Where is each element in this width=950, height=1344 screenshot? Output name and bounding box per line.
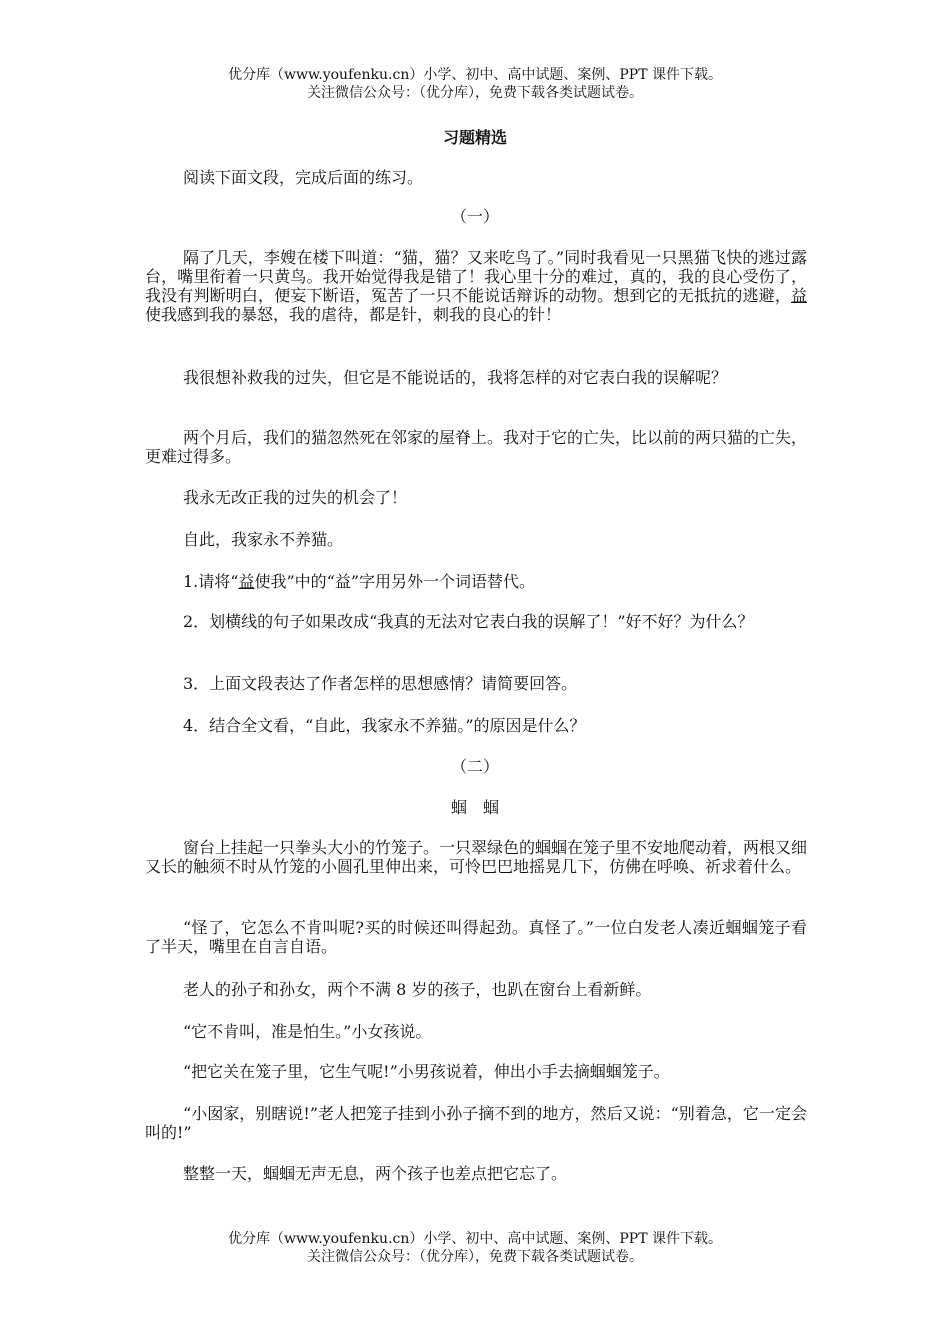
section-2-paragraph-7: 整整一天，蝈蝈无声无息，两个孩子也差点把它忘了。 <box>183 1164 568 1183</box>
section-1-paragraph-3: 两个月后，我们的猫忽然死在邻家的屋脊上。我对于它的亡失，比以前的两只猫的亡失，更难过得多。 <box>145 428 808 466</box>
paragraph-text: 隔了几天，李嫂在楼下叫道：“猫，猫？又来吃鸟了。”同时我看见一只黑猫飞快的逃过露台，嘴里衔着一只黄鸟。我开始觉得我是错了！我心里十分的难过，真的，我的良心受伤了，我没有判断明白，便妄下断语，冤苦了一只不能说话辩诉的动物。想到它的无抵抗的逃避， <box>145 248 807 305</box>
page-header <box>0 66 950 102</box>
question-2: 2．划横线的句子如果改成“我真的无法对它表白我的误解了！”好不好？为什么？ <box>183 612 754 631</box>
section-1-paragraph-5: 自此，我家永不养猫。 <box>183 530 344 549</box>
section-2-paragraph-1: 窗台上挂起一只拳头大小的竹笼子。一只翠绿色的蝈蝈在笼子里不安地爬动着，两根又细又长的触须不时从竹笼的小圆孔里伸出来，可怜巴巴地摇晃几下，仿佛在呼唤、祈求着什么。 <box>145 838 808 876</box>
section-2-label: （二） <box>450 757 499 776</box>
footer-line-1: 优分库（www.youfenku.cn）小学、初中、高中试题、案例、PPT 课件下载。 <box>227 1231 722 1247</box>
footer-line-2: 关注微信公众号：（优分库），免费下载各类试题试卷。 <box>307 1249 643 1265</box>
question-1 <box>145 572 807 591</box>
section-2-paragraph-3: 老人的孙子和孙女，两个不满 8 岁的孩子，也趴在窗台上看新鲜。 <box>183 980 652 999</box>
header-line-1: 优分库（www.youfenku.cn）小学、初中、高中试题、案例、PPT 课件下载。 <box>227 67 722 83</box>
section-2-paragraph-5: “把它关在笼子里，它生气呢!”小男孩说着，伸出小手去摘蝈蝈笼子。 <box>183 1062 670 1081</box>
section-2-paragraph-4: “它不肯叫，准是怕生。”小女孩说。 <box>183 1022 432 1041</box>
intro-paragraph: 阅读下面文段，完成后面的练习。 <box>183 168 424 187</box>
section-1-paragraph-4: 我永无改正我的过失的机会了！ <box>183 488 408 507</box>
section-1-paragraph-1 <box>145 248 807 324</box>
section-1-label: （一） <box>450 207 499 226</box>
question-3: 3．上面文段表达了作者怎样的思想感情？请简要回答。 <box>183 674 578 693</box>
question-4: 4．结合全文看，“自此，我家永不养猫。”的原因是什么？ <box>183 716 586 735</box>
section-2-subtitle: 蝈 蝈 <box>450 798 499 817</box>
page-footer <box>0 1230 950 1266</box>
section-1-paragraph-2: 我很想补救我的过失，但它是不能说话的，我将怎样的对它表白我的误解呢？ <box>183 368 728 387</box>
underlined-word: 益 <box>790 286 807 305</box>
question-text: 1.请将“ <box>183 572 239 591</box>
section-2-paragraph-6: “小囡家，别瞎说!”老人把笼子挂到小孙子摘不到的地方，然后又说：“别着急，它一定会叫的!” <box>145 1104 807 1142</box>
header-line-2: 关注微信公众号：（优分库），免费下载各类试题试卷。 <box>307 85 643 101</box>
paragraph-text: 使我感到我的暴怒，我的虐待，都是针，刺我的良心的针！ <box>145 305 562 324</box>
document-title: 习题精选 <box>442 128 507 147</box>
section-2-paragraph-2: “怪了，它怎么不肯叫呢?买的时候还叫得起劲。真怪了。”一位白发老人凑近蝈蝈笼子看了半天，嘴里在自言自语。 <box>145 918 807 956</box>
underlined-word: 益 <box>238 572 255 591</box>
question-text: 使我”中的“益”字用另外一个词语替代。 <box>254 572 536 591</box>
